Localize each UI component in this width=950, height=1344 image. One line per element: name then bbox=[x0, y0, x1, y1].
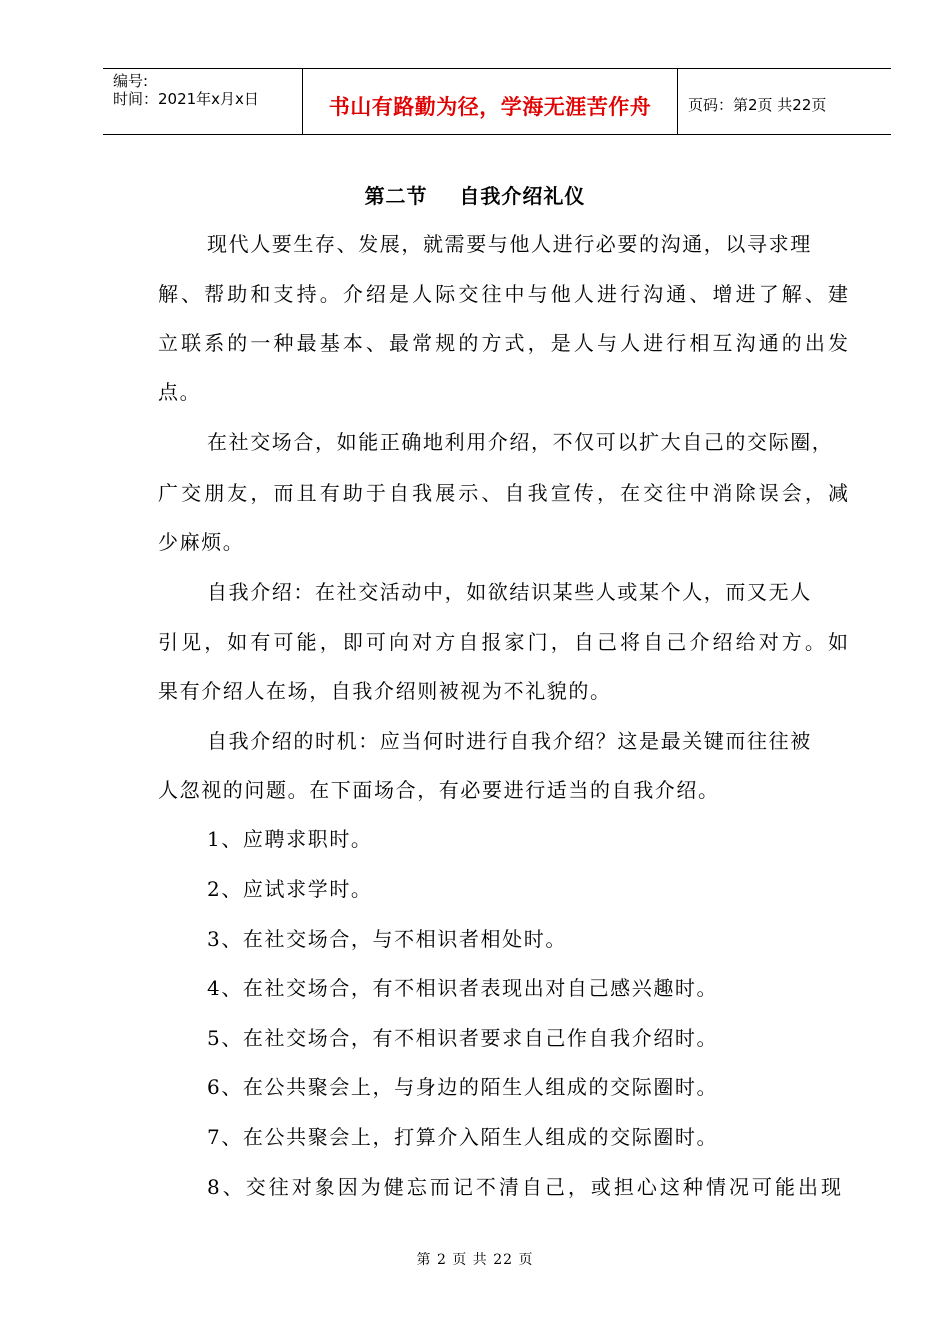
list-item: 6、在公共聚会上，与身边的陌生人组成的交际圈时。 bbox=[207, 1075, 719, 1099]
text-line: 解、帮助和支持。介绍是人际交往中与他人进行沟通、增进了解、建 bbox=[158, 282, 848, 306]
list-item: 7、在公共聚会上，打算介入陌生人组成的交际圈时。 bbox=[207, 1125, 719, 1149]
header-table bbox=[103, 68, 891, 135]
text-line: 自我介绍的时机：应当何时进行自我介绍？这是最关键而往往被 bbox=[207, 729, 812, 753]
time-label: 时间：2021年x月x日 bbox=[113, 90, 259, 108]
text-line: 果有介绍人在场，自我介绍则被视为不礼貌的。 bbox=[158, 679, 612, 703]
page-info: 页码：第2页 共22页 bbox=[688, 96, 827, 114]
header-left-cell bbox=[103, 69, 303, 134]
list-item: 4、在社交场合，有不相识者表现出对自己感兴趣时。 bbox=[207, 976, 719, 1000]
text-line: 人忽视的问题。在下面场合，有必要进行适当的自我介绍。 bbox=[158, 778, 720, 802]
list-item: 3、在社交场合，与不相识者相处时。 bbox=[207, 927, 567, 951]
text-line: 广交朋友，而且有助于自我展示、自我宣传，在交往中消除误会，减 bbox=[158, 481, 848, 505]
page-footer: 第 2 页 共 22 页 bbox=[416, 1252, 534, 1268]
list-item: 2、应试求学时。 bbox=[207, 877, 373, 901]
text-line: 点。 bbox=[158, 380, 202, 404]
list-item: 8、交往对象因为健忘而记不清自己，或担心这种情况可能出现 bbox=[207, 1175, 841, 1199]
text-line: 现代人要生存、发展，就需要与他人进行必要的沟通，以寻求理 bbox=[207, 232, 812, 256]
text-line: 引见，如有可能，即可向对方自报家门，自己将自己介绍给对方。如 bbox=[158, 630, 848, 654]
list-item: 5、在社交场合，有不相识者要求自己作自我介绍时。 bbox=[207, 1026, 719, 1050]
number-label: 编号: bbox=[113, 72, 149, 90]
list-item: 1、应聘求职时。 bbox=[207, 827, 373, 851]
header-page-cell bbox=[678, 69, 891, 134]
header-motto-cell bbox=[303, 69, 678, 134]
motto-text: 书山有路勤为径，学海无涯苦作舟 bbox=[328, 95, 652, 119]
text-line: 自我介绍：在社交活动中，如欲结识某些人或某个人，而又无人 bbox=[207, 580, 812, 604]
text-line: 立联系的一种最基本、最常规的方式，是人与人进行相互沟通的出发 bbox=[158, 331, 848, 355]
text-line: 在社交场合，如能正确地利用介绍，不仅可以扩大自己的交际圈， bbox=[207, 430, 834, 454]
section-title: 第二节 自我介绍礼仪 bbox=[364, 184, 586, 208]
text-line: 少麻烦。 bbox=[158, 530, 245, 554]
